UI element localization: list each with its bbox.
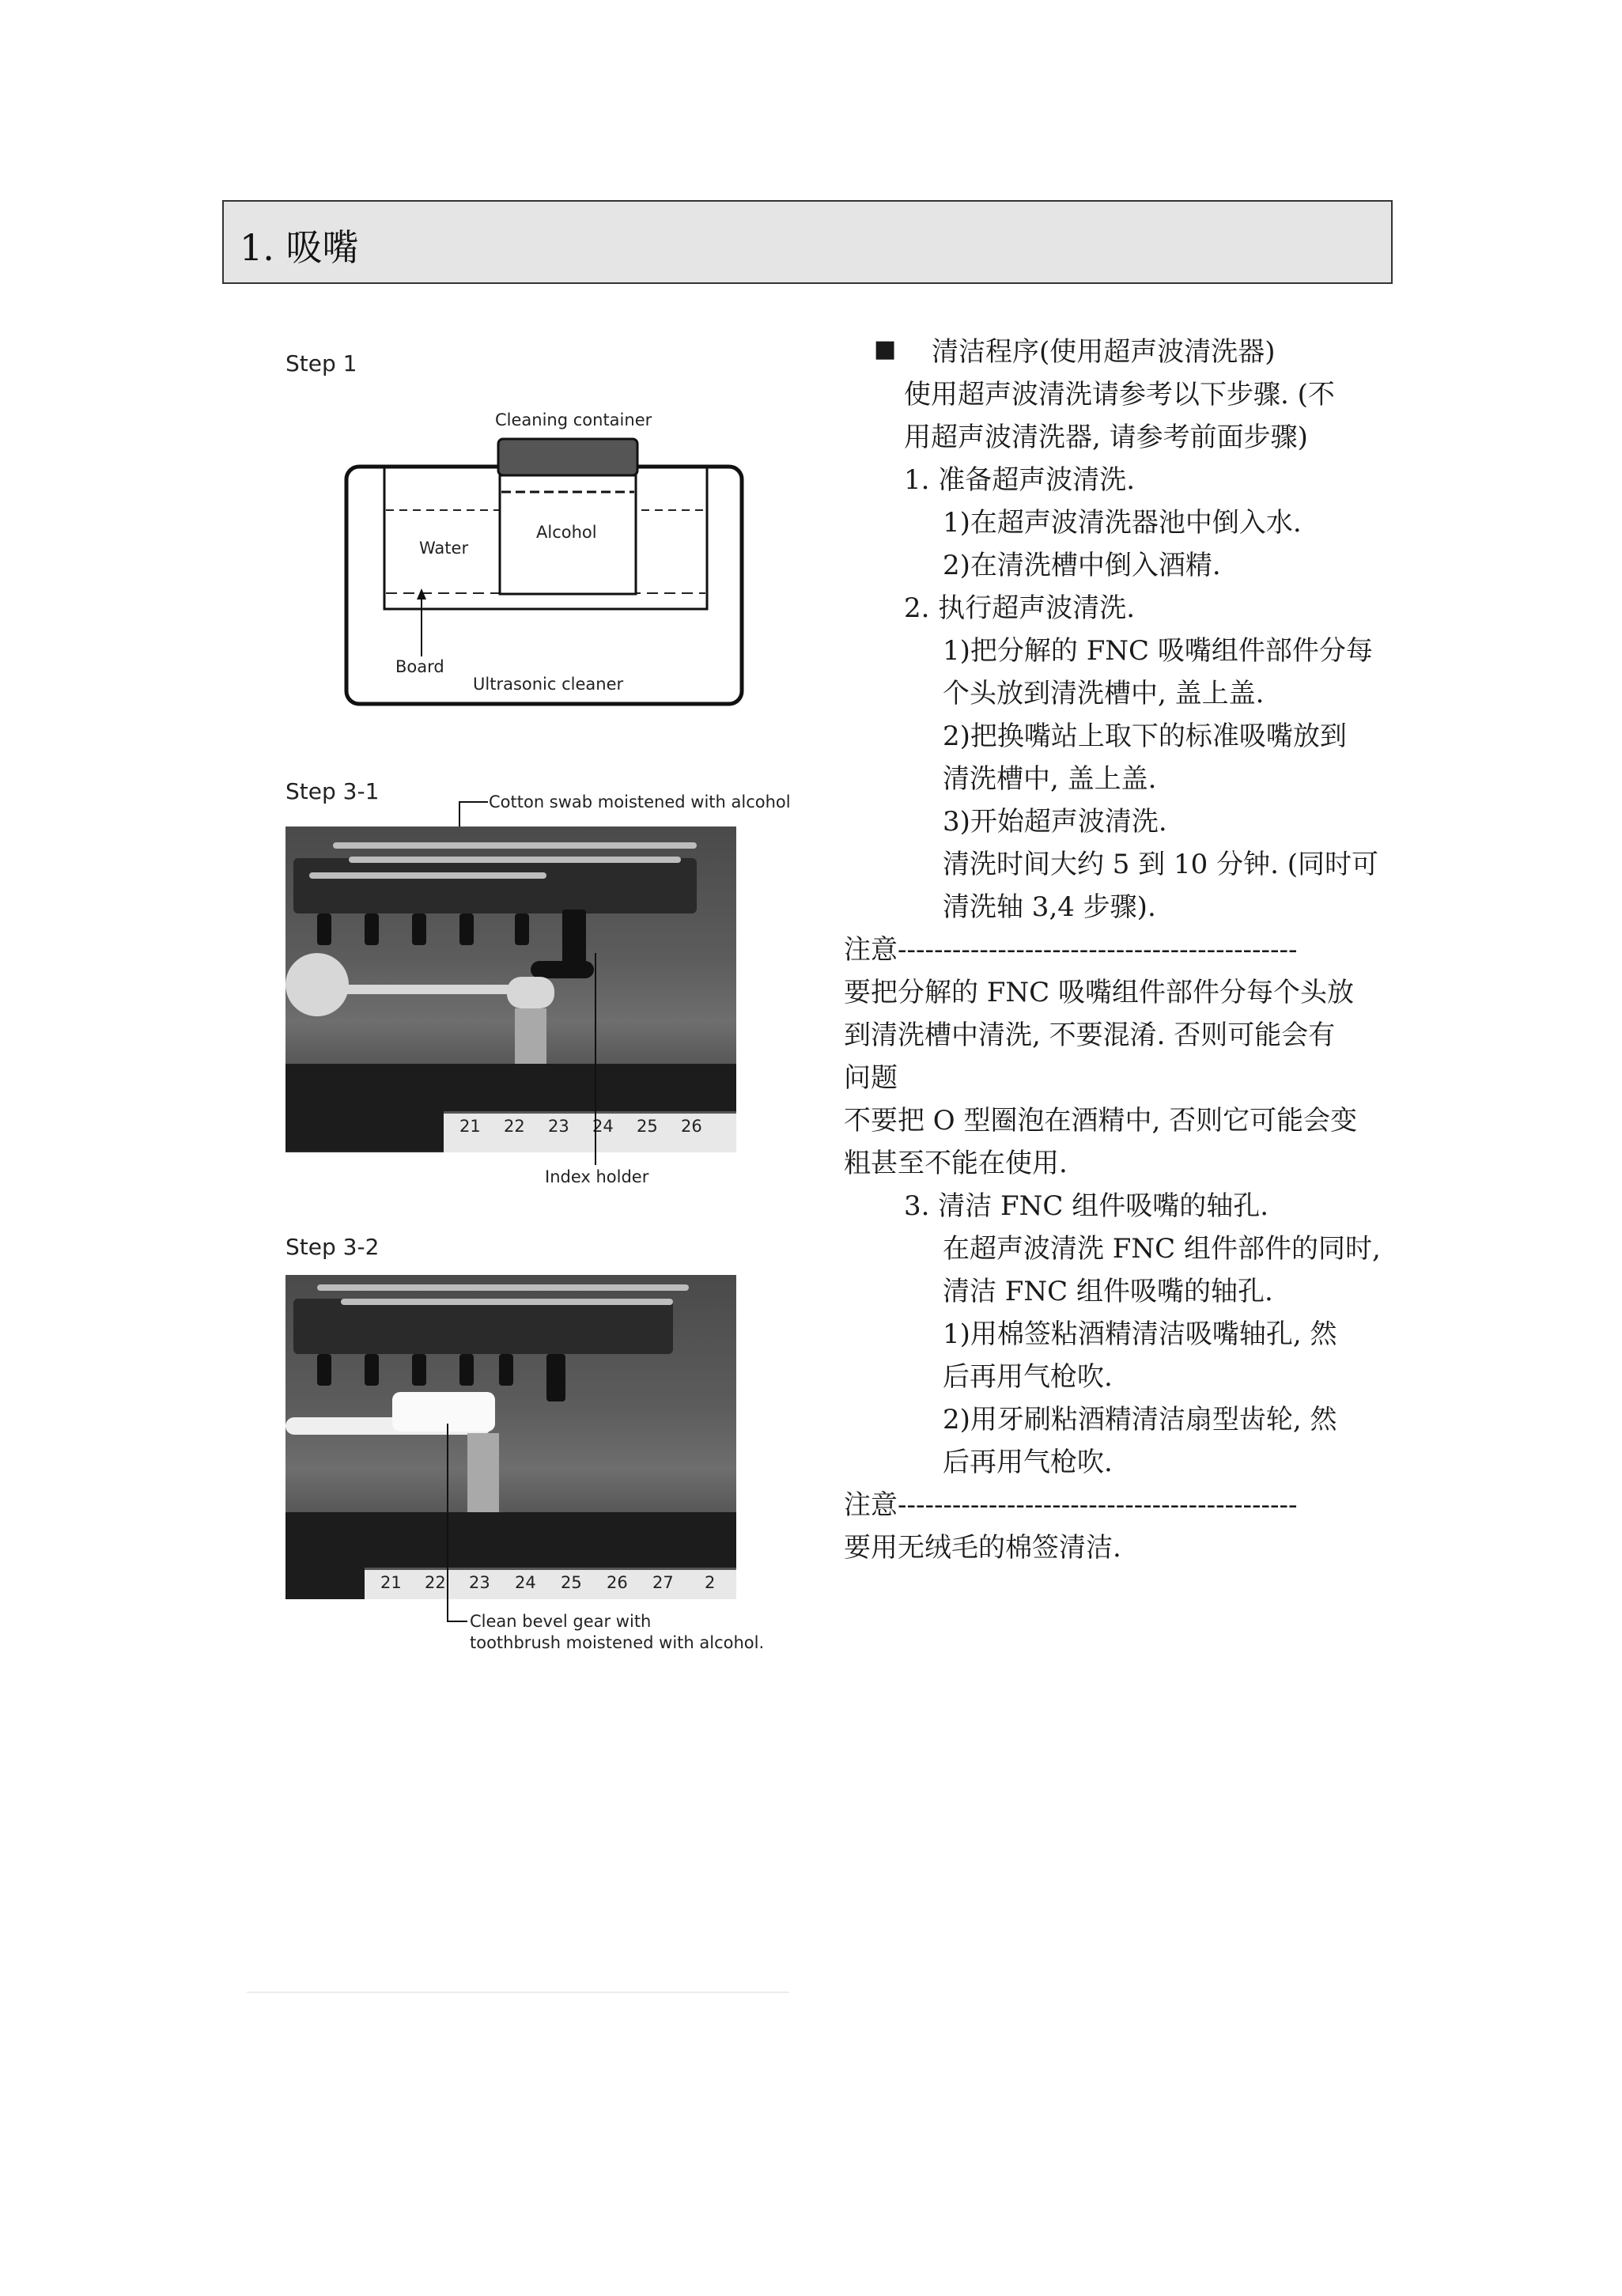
label-ultrasonic-cleaner: Ultrasonic cleaner <box>473 675 624 694</box>
callout-bevel-line2: toothbrush moistened with alcohol. <box>470 1633 765 1652</box>
text-line-4: 1)在超声波清洗器池中倒入水. <box>943 507 1302 539</box>
callout-line-index <box>592 953 599 1167</box>
ruler2-22: 22 <box>425 1573 446 1592</box>
label-board: Board <box>395 657 444 676</box>
text-line-16: 到清洗槽中清洗, 不要混淆. 否则可能会有 <box>844 1019 1336 1051</box>
bullet-icon: ■ <box>874 335 897 363</box>
text-line-11: 3)开始超声波清洗. <box>943 806 1167 838</box>
text-line-9: 2)把换嘴站上取下的标准吸嘴放到 <box>943 721 1347 752</box>
ruler2-25: 25 <box>561 1573 582 1592</box>
text-line-23: 1)用棉签粘酒精清洁吸嘴轴孔, 然 <box>943 1318 1337 1350</box>
text-line-17: 问题 <box>844 1062 898 1094</box>
text-line-15: 要把分解的 FNC 吸嘴组件部件分每个头放 <box>844 977 1354 1008</box>
ruler2-23: 23 <box>469 1573 490 1592</box>
step3-1-label: Step 3-1 <box>285 778 380 804</box>
text-line-7: 1)把分解的 FNC 吸嘴组件部件分每 <box>943 635 1373 667</box>
text-line-19: 粗甚至不能在使用. <box>844 1148 1068 1179</box>
text-line-10: 清洗槽中, 盖上盖. <box>943 763 1157 795</box>
text-line-20: 3. 清洁 FNC 组件吸嘴的轴孔. <box>904 1190 1269 1222</box>
text-line-25: 2)用牙刷粘酒精清洁扇型齿轮, 然 <box>943 1404 1337 1435</box>
photo-step3-1 <box>285 826 736 1152</box>
text-line-13: 清洗轴 3,4 步骤). <box>943 891 1156 923</box>
text-line-24: 后再用气枪吹. <box>943 1361 1113 1393</box>
text-line-0: 清洁程序(使用超声波清洗器) <box>932 336 1276 368</box>
text-line-27: 注意-------------------------------------------- <box>844 1489 1298 1521</box>
label-cleaning-container: Cleaning container <box>495 410 652 429</box>
ruler2-27: 27 <box>652 1573 674 1592</box>
text-line-18: 不要把 O 型圈泡在酒精中, 否则它可能会变 <box>844 1105 1358 1137</box>
footer-rule <box>247 1992 789 1993</box>
ruler-26: 26 <box>681 1117 702 1136</box>
section-title: 1. 吸嘴 <box>240 226 359 269</box>
text-line-2: 用超声波清洗器, 请参考前面步骤) <box>904 422 1308 453</box>
ruler-22: 22 <box>504 1117 525 1136</box>
ruler-23: 23 <box>548 1117 569 1136</box>
ruler-24: 24 <box>592 1117 614 1136</box>
ruler2-26: 26 <box>607 1573 628 1592</box>
text-line-12: 清洗时间大约 5 到 10 分钟. (同时可 <box>943 849 1379 880</box>
ruler-21: 21 <box>459 1117 481 1136</box>
section-header <box>222 200 1393 284</box>
ruler2-21: 21 <box>380 1573 402 1592</box>
callout-bevel-line1: Clean bevel gear with <box>470 1612 652 1631</box>
text-line-8: 个头放到清洗槽中, 盖上盖. <box>943 678 1265 709</box>
step3-2-label: Step 3-2 <box>285 1234 380 1260</box>
ruler2-2: 2 <box>705 1573 716 1592</box>
label-alcohol: Alcohol <box>536 523 597 542</box>
step1-label: Step 1 <box>285 350 357 376</box>
label-water: Water <box>419 539 469 558</box>
photo-step3-2 <box>285 1275 736 1599</box>
text-line-26: 后再用气枪吹. <box>943 1447 1113 1478</box>
text-line-28: 要用无绒毛的棉签清洁. <box>844 1532 1121 1564</box>
text-line-1: 使用超声波清洗请参考以下步骤. (不 <box>904 379 1335 410</box>
text-line-6: 2. 执行超声波清洗. <box>904 592 1136 624</box>
callout-index-holder: Index holder <box>545 1167 649 1186</box>
cleaning-container-lid <box>498 439 637 475</box>
text-line-14: 注意-------------------------------------------- <box>844 934 1298 966</box>
ultrasonic-diagram <box>332 403 759 720</box>
text-line-21: 在超声波清洗 FNC 组件部件的同时, <box>943 1233 1381 1265</box>
text-line-3: 1. 准备超声波清洗. <box>904 464 1136 496</box>
callout-cotton-swab: Cotton swab moistened with alcohol <box>489 792 791 811</box>
ruler-25: 25 <box>637 1117 658 1136</box>
text-line-22: 清洁 FNC 组件吸嘴的轴孔. <box>943 1276 1273 1307</box>
text-line-5: 2)在清洗槽中倒入酒精. <box>943 550 1221 581</box>
callout-line-bevel <box>444 1424 475 1629</box>
ruler2-24: 24 <box>515 1573 536 1592</box>
